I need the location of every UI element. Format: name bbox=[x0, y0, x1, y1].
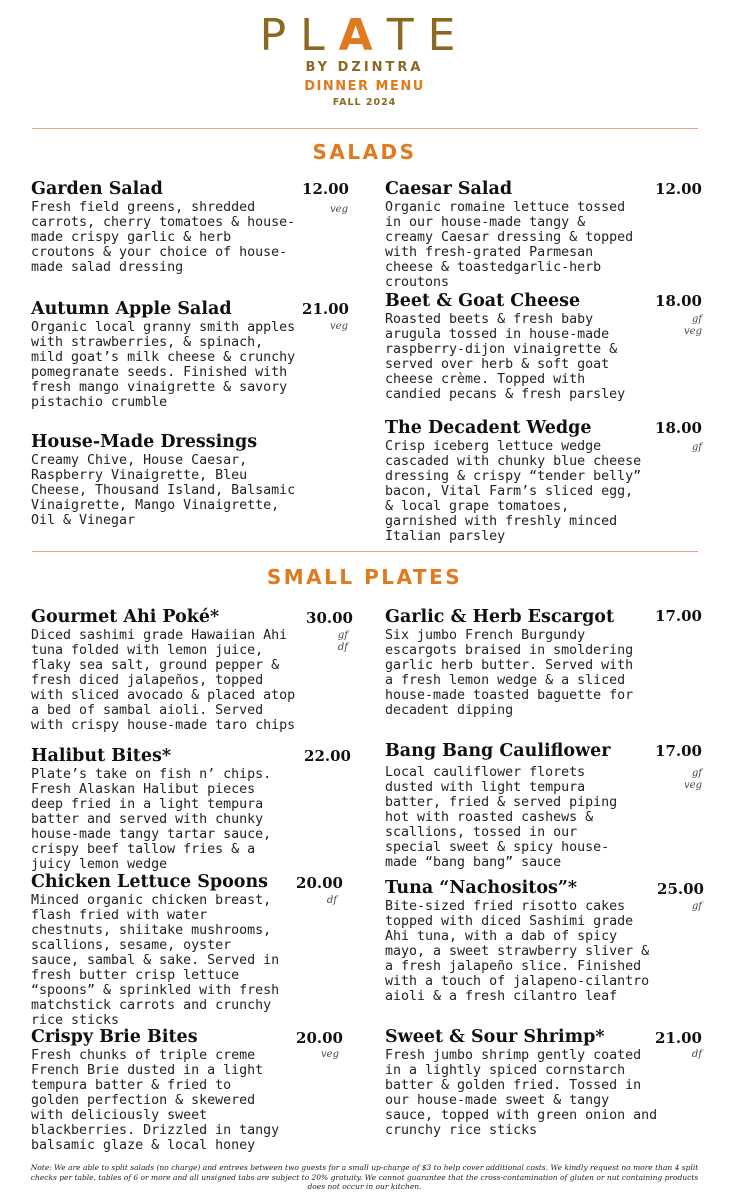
diet-tag: df bbox=[326, 895, 337, 906]
item-price: 20.00 bbox=[296, 1029, 343, 1047]
item-price: 25.00 bbox=[657, 880, 704, 898]
item-description: Roasted beets & fresh baby arugula tossed in house-made raspberry-dijon vinaigrette & served over herb & soft goat cheese crème. Topped with candied pecans & fresh parsley bbox=[385, 312, 626, 402]
section-title-salads: SALADS bbox=[312, 140, 417, 164]
item-name: Bang Bang Cauliflower bbox=[385, 741, 611, 761]
item-price: 18.00 bbox=[655, 419, 702, 437]
item-description: Minced organic chicken breast, flash fried with water chestnuts, shiitake mushrooms, scallions, sesame, oyster sauce, sambal & sake. Served in fresh butter crisp lettuce “spoons” & sprinkled with fresh matchstick carrots and crunchy rice sticks bbox=[31, 893, 280, 1028]
item-description: Local cauliflower florets dusted with light tempura batter, fried & served piping hot with roasted cashews & scallions, tossed in our special sweet & spicy house-made “bang bang” sauce bbox=[385, 765, 618, 870]
item-name: Sweet & Sour Shrimp* bbox=[385, 1027, 605, 1047]
item-price: 22.00 bbox=[304, 747, 351, 765]
item-price: 12.00 bbox=[302, 180, 349, 198]
item-name: Beet & Goat Cheese bbox=[385, 291, 581, 311]
menu-item bbox=[31, 745, 286, 872]
menu-name: DINNER MENU bbox=[304, 79, 425, 94]
sublogo: BY DZINTRA bbox=[305, 60, 424, 75]
logo-text-right: TE bbox=[386, 10, 470, 61]
item-price: 30.00 bbox=[306, 609, 353, 627]
menu-item bbox=[31, 1026, 286, 1153]
menu-item bbox=[385, 290, 640, 402]
item-tags bbox=[297, 895, 337, 907]
item-name: Tuna “Nachositos”* bbox=[385, 878, 578, 898]
item-name: The Decadent Wedge bbox=[385, 418, 592, 438]
item-name: Gourmet Ahi Poké* bbox=[31, 607, 220, 627]
menu-item bbox=[385, 417, 645, 544]
item-description: Organic local granny smith apples with strawberries, & spinach, mild goat’s milk cheese & crunchy pomegranate seeds. Finished with fresh mango vinaigrette & savory pistachio crumble bbox=[31, 320, 296, 410]
item-tags bbox=[662, 768, 702, 792]
item-tags bbox=[308, 204, 348, 216]
menu-item bbox=[31, 871, 281, 1028]
menu-item bbox=[385, 740, 640, 870]
item-description: Fresh field greens, shredded carrots, cherry tomatoes & house-made crispy garlic & herb croutons & your choice of house-made salad dressing bbox=[31, 200, 296, 275]
item-price: 18.00 bbox=[655, 292, 702, 310]
diet-tag: veg bbox=[330, 204, 348, 215]
menu-season: FALL 2024 bbox=[332, 97, 397, 108]
diet-tag: df bbox=[691, 1049, 702, 1060]
item-price: 17.00 bbox=[655, 607, 702, 625]
item-description: Crisp iceberg lettuce wedge cascaded with chunky blue cheese dressing & crispy “tender belly” bacon, Vital Farm’s sliced egg, & local grape tomatoes, garnished with freshly minced Italian parsley bbox=[385, 439, 642, 544]
menu-item bbox=[385, 606, 640, 718]
menu-item bbox=[385, 178, 640, 290]
item-name: Crispy Brie Bites bbox=[31, 1027, 198, 1047]
item-name: Autumn Apple Salad bbox=[31, 299, 232, 319]
menu-item bbox=[385, 877, 660, 1004]
logo-a-mark: A bbox=[338, 10, 387, 61]
item-name: Halibut Bites* bbox=[31, 746, 171, 766]
item-tags bbox=[308, 321, 348, 333]
divider bbox=[32, 551, 698, 552]
diet-tag: veg bbox=[330, 321, 348, 332]
item-description: Six jumbo French Burgundy escargots braised in smoldering garlic herb butter. Served with a fresh lemon wedge & a sliced house-made toasted baguette for decadent dipping bbox=[385, 628, 634, 718]
item-tags bbox=[308, 630, 348, 654]
diet-tag: veg bbox=[684, 780, 702, 791]
menu-item bbox=[31, 606, 296, 733]
item-price: 17.00 bbox=[655, 742, 702, 760]
item-name: Chicken Lettuce Spoons bbox=[31, 872, 269, 892]
menu-item bbox=[385, 1026, 660, 1138]
diet-tag: gf bbox=[691, 768, 702, 779]
item-description: Bite-sized fried risotto cakes topped with diced Sashimi grade Ahi tuna, with a dab of spicy mayo, a sweet strawberry sliver & a fresh jalapeño slice. Finished with a touch of jalapeno-cilantro aioli & a fresh cilantro leaf bbox=[385, 899, 650, 1004]
item-name: House-Made Dressings bbox=[31, 432, 258, 452]
item-name: Garden Salad bbox=[31, 179, 163, 199]
diet-tag: gf bbox=[691, 901, 702, 912]
item-name: Garlic & Herb Escargot bbox=[385, 607, 615, 627]
diet-tag: gf bbox=[691, 442, 702, 453]
diet-tag: veg bbox=[321, 1049, 339, 1060]
logo bbox=[0, 8, 729, 64]
item-tags bbox=[662, 901, 702, 913]
footer-note: Note: We are able to split salads (no charge) and entrees between two guests for a small up-charge of $3 to help cover additional costs. We kindly request no more than 4 split checks per table, tables of 6 or more and all unsigned tabs are subject to 20% gratuity. We cannot guarantee that the cross-contamination of gluten or nut containing products does not occur in our kitchen. bbox=[30, 1163, 699, 1191]
item-price: 12.00 bbox=[655, 180, 702, 198]
diet-tag: gf bbox=[337, 630, 348, 641]
item-name: Caesar Salad bbox=[385, 179, 513, 199]
menu-item bbox=[31, 178, 296, 275]
diet-tag: gf bbox=[691, 314, 702, 325]
item-tags bbox=[662, 314, 702, 338]
logo-text-left: PL bbox=[259, 10, 339, 61]
item-description: Diced sashimi grade Hawaiian Ahi tuna folded with lemon juice, flaky sea salt, ground pepper & fresh diced jalapeños, topped with sliced avocado & placed atop a bed of sambal aioli. Served with crispy house-made taro chips bbox=[31, 628, 296, 733]
section-title-small-plates: SMALL PLATES bbox=[266, 565, 463, 589]
item-price: 21.00 bbox=[655, 1029, 702, 1047]
diet-tag: veg bbox=[684, 326, 702, 337]
item-tags bbox=[299, 1049, 339, 1061]
item-description: Creamy Chive, House Caesar, Raspberry Vinaigrette, Bleu Cheese, Thousand Island, Balsamic Vinaigrette, Mango Vinaigrette, Oil & Vinegar bbox=[31, 453, 296, 528]
item-price: 21.00 bbox=[302, 300, 349, 318]
item-tags bbox=[662, 442, 702, 454]
item-description: Organic romaine lettuce tossed in our house-made tangy & creamy Caesar dressing & topped with fresh-grated Parmesan cheese & toastedgarlic-herb croutons bbox=[385, 200, 634, 290]
menu-item bbox=[31, 431, 311, 528]
item-description: Fresh chunks of triple creme French Brie dusted in a light tempura batter & fried to golden perfection & skewered with deliciously sweet blackberries. Drizzled in tangy balsamic glaze & local honey bbox=[31, 1048, 280, 1153]
menu-item bbox=[31, 298, 301, 410]
divider bbox=[32, 128, 698, 129]
diet-tag: df bbox=[337, 642, 348, 653]
item-tags bbox=[662, 1049, 702, 1061]
item-description: Fresh jumbo shrimp gently coated in a lightly spiced cornstarch batter & golden fried. Tossed in our house-made sweet & tangy sauce, topped with green onion and crunchy rice sticks bbox=[385, 1048, 658, 1138]
item-price: 20.00 bbox=[296, 874, 343, 892]
item-description: Plate’s take on fish n’ chips. Fresh Alaskan Halibut pieces deep fried in a light tempura batter and served with chunky house-made tangy tartar sauce, crispy beef tallow fries & a juicy lemon wedge bbox=[31, 767, 272, 872]
